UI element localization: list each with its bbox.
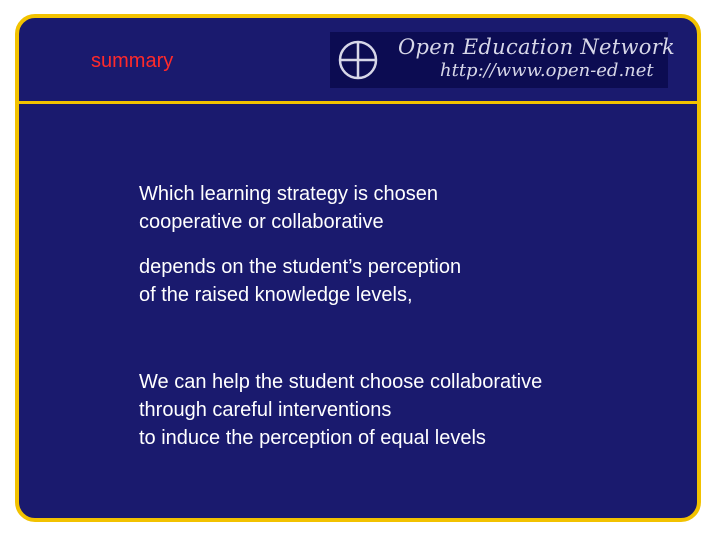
paragraph-perception — [139, 253, 461, 309]
logo-name: Open Education Network — [398, 35, 676, 59]
logo-url: http://www.open-ed.net — [440, 60, 654, 81]
text-line: Which learning strategy is chosen — [139, 183, 439, 205]
text-line: cooperative or collaborative — [139, 211, 384, 233]
paragraph-interventions — [139, 368, 542, 452]
text-line: of the raised knowledge levels, — [139, 284, 413, 306]
text-line: to induce the perception of equal levels — [139, 427, 486, 449]
circled-cross-icon — [334, 38, 382, 82]
open-education-network-logo — [330, 32, 676, 88]
text-line: depends on the student’s perception — [139, 256, 462, 278]
text-line: through careful interventions — [139, 399, 392, 421]
text-line: We can help the student choose collaborative — [139, 371, 543, 393]
slide-title: summary — [91, 50, 174, 72]
paragraph-strategy — [139, 180, 438, 236]
header-divider — [15, 101, 701, 104]
